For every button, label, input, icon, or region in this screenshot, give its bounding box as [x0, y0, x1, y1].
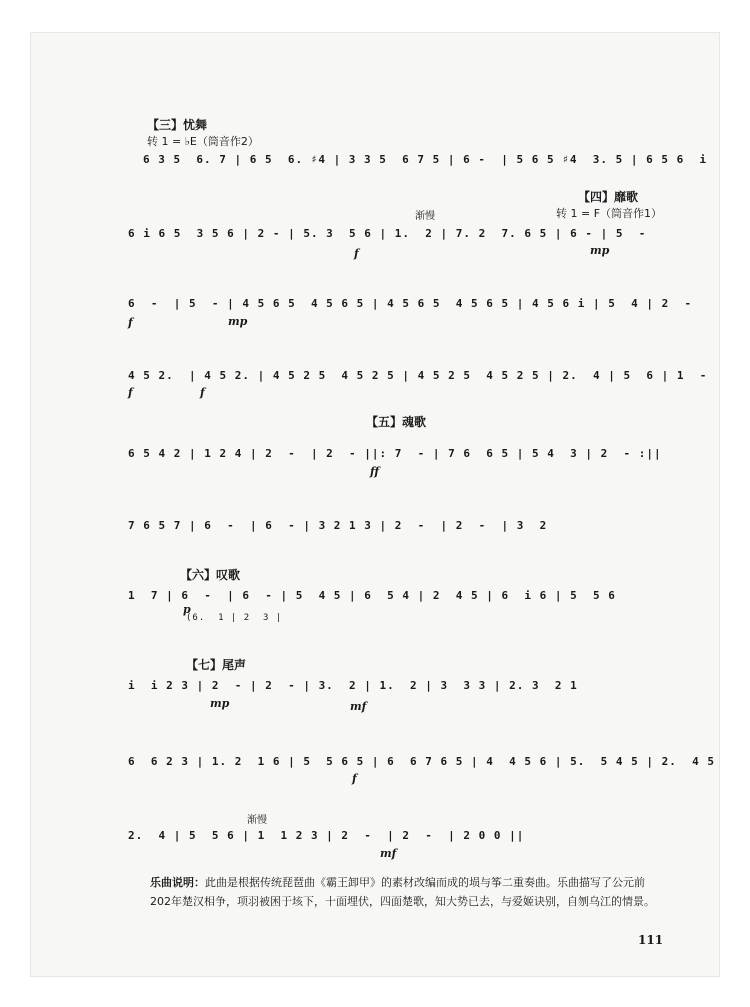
- dynamic-mark: mp: [228, 315, 248, 328]
- notation-line: i i 2 3 | 2 - | 2 - | 3. 2 | 1. 2 | 3 3 3 | 2. 3 2 1: [128, 679, 578, 692]
- dynamic-mark: f: [352, 772, 357, 785]
- staff-row: [0, 742, 750, 785]
- section-4-key: 转 1 = F（筒音作1）: [556, 207, 663, 220]
- dynamic-mark: p: [183, 603, 191, 616]
- staff-row: [0, 214, 750, 260]
- tempo-mark-ritardando: 渐慢: [415, 211, 435, 222]
- piece-description: [150, 873, 660, 911]
- dynamic-mark: ff: [370, 465, 380, 478]
- dynamic-mark: f: [128, 316, 133, 329]
- section-3-label: 【三】忧舞: [147, 118, 208, 132]
- staff-row: [0, 434, 750, 478]
- accompaniment-line: (6. 1 | 2 3 |: [186, 613, 283, 623]
- notation-line: 2. 4 | 5 5 6 | 1 1 2 3 | 2 - | 2 - | 2 0 0 ||: [128, 829, 525, 842]
- section-3-key: 转 1 = ♭E（筒音作2）: [147, 135, 259, 148]
- section-4-label: 【四】靡歌: [578, 190, 639, 204]
- dynamic-mark: f: [128, 386, 133, 399]
- staff-row: [0, 576, 750, 623]
- staff-row: [0, 140, 750, 180]
- description-text: 此曲是根据传统琵琶曲《霸王卸甲》的素材改编而成的埙与筝二重奏曲。乐曲描写了公元前202年楚汉相争，项羽被困于垓下，十面埋伏，四面楚歌，知大势已去，与爱姬诀别，自刎乌江的情景。: [150, 876, 655, 908]
- section-7-label: 【七】尾声: [186, 658, 247, 672]
- notation-line: 6 3 5 6. 7 | 6 5 6. ♯4 | 3 3 5 6 7 5 | 6 - | 5 6 5 ♯4 3. 5 | 6 5 6 i: [143, 153, 708, 166]
- section-6-label: 【六】叹歌: [180, 568, 241, 582]
- dynamic-mark: f: [354, 247, 359, 260]
- dynamic-mark: mp: [590, 244, 610, 257]
- notation-line: 4 5 2. | 4 5 2. | 4 5 2 5 4 5 2 5 | 4 5 2 5 4 5 2 5 | 2. 4 | 5 6 | 1 -: [128, 369, 708, 382]
- staff-row: [0, 816, 750, 860]
- notation-line: 1 7 | 6 - | 6 - | 5 4 5 | 6 5 4 | 2 4 5 | 6 i 6 | 5 5 6: [128, 589, 616, 602]
- dynamic-mark: mf: [350, 700, 367, 713]
- staff-row: [0, 284, 750, 329]
- staff-row: [0, 506, 750, 546]
- notation-line: 6 5 4 2 | 1 2 4 | 2 - | 2 - ||: 7 - | 7 6 6 5 | 5 4 3 | 2 - :||: [128, 447, 662, 460]
- notation-line: 6 6 2 3 | 1. 2 1 6 | 5 5 6 5 | 6 6 7 6 5 | 4 4 5 6 | 5. 5 4 5 | 2. 4 5: [128, 755, 715, 768]
- staff-row: [0, 666, 750, 713]
- tempo-mark-ritardando: 渐慢: [247, 815, 267, 826]
- notation-line: 6 - | 5 - | 4 5 6 5 4 5 6 5 | 4 5 6 5 4 5 6 5 | 4 5 6 i | 5 4 | 2 -: [128, 297, 693, 310]
- dynamic-mark: mf: [380, 847, 397, 860]
- section-5-label: 【五】魂歌: [366, 415, 427, 429]
- dynamic-mark: mp: [210, 697, 230, 710]
- notation-line: 6 i 6 5 3 5 6 | 2 - | 5. 3 5 6 | 1. 2 | 7. 2 7. 6 5 | 6 - | 5 -: [128, 227, 647, 240]
- page-number: 111: [638, 933, 664, 947]
- dynamic-mark: f: [200, 386, 205, 399]
- notation-line: 7 6 5 7 | 6 - | 6 - | 3 2 1 3 | 2 - | 2 - | 3 2: [128, 519, 548, 532]
- staff-row: [0, 356, 750, 399]
- description-label: 乐曲说明：: [150, 876, 205, 889]
